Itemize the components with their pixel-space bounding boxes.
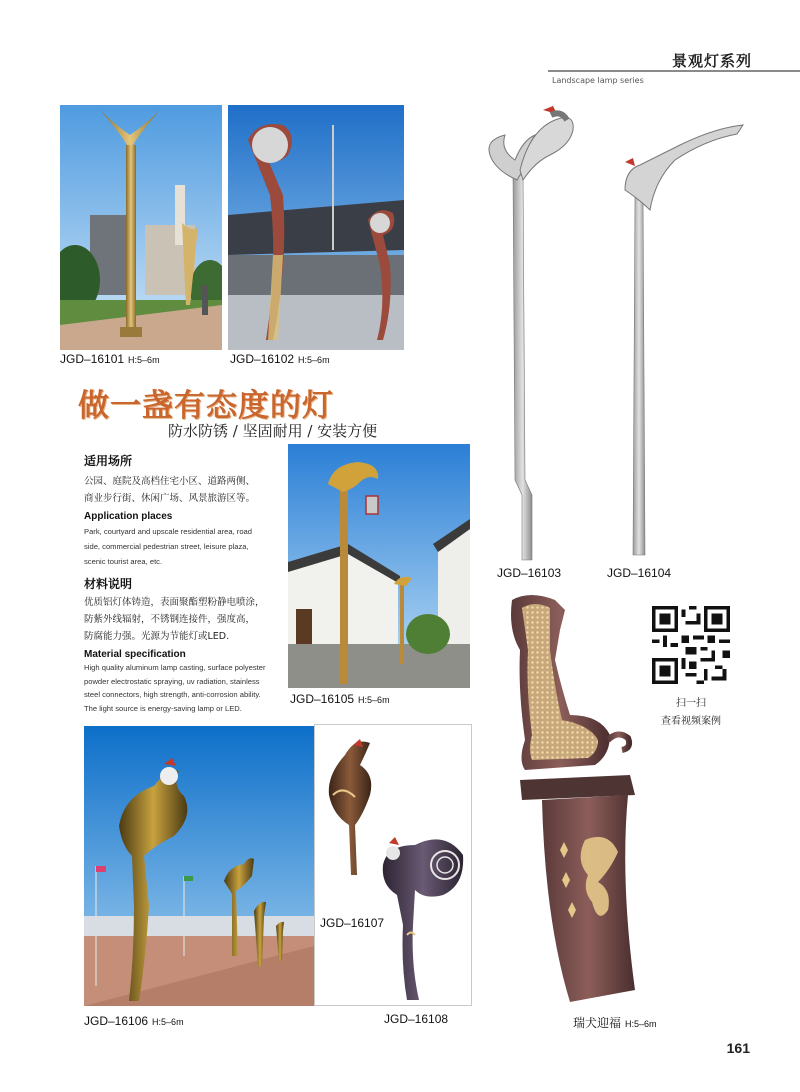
material-title-zh: 材料说明: [84, 577, 133, 591]
material-lines-en: [84, 661, 294, 715]
drawing-jgd-16107-16108: [314, 724, 472, 1006]
slogan-headline: 做一盏有态度的灯: [78, 388, 334, 424]
application-lines-en: [84, 524, 294, 569]
photo-jgd-16102: [228, 105, 404, 350]
material-zh-line: 优质铝灯体铸造，表面聚酯塑粉静电喷涂，: [84, 597, 265, 608]
application-title-en: Application places: [84, 511, 173, 522]
drawing-jgd-16103-16104: [475, 100, 755, 565]
application-en-line: Park, courtyard and upscale residential area, road: [84, 527, 253, 536]
caption-jgd-16107: JGD–16107: [320, 916, 385, 930]
material-title-en: Material specification: [84, 649, 186, 660]
section-title: 景观灯系列: [671, 52, 752, 70]
qr-caption-line-1: 扫一扫: [676, 698, 706, 709]
material-zh-line: 防腐能力强。光源为节能灯或LED.: [84, 631, 230, 642]
material-zh-line: 防紫外线辐射，不锈钢连接件，强度高，: [84, 614, 256, 625]
spec-text-block: [84, 452, 294, 715]
material-en-line: powder electrostatic spraying, uv radiation, stainless: [84, 676, 260, 686]
rendering-ruiquan-yingfu: [500, 590, 660, 1010]
application-zh-line: 公园、庭院及高档住宅小区、道路两侧、: [84, 476, 256, 487]
caption-jgd-16102: JGD–16102 H:5–6m: [230, 352, 330, 366]
caption-jgd-16101: JGD–16101 H:5–6m: [60, 352, 160, 366]
section-subtitle: Landscape lamp series: [552, 76, 644, 85]
application-en-line: scenic tourist area, etc.: [84, 557, 163, 566]
application-lines-zh: [84, 473, 294, 507]
caption-ruiquan-yingfu: 瑞犬迎福 H:5–6m: [573, 1016, 657, 1030]
caption-jgd-16103: JGD–16103: [497, 566, 562, 580]
caption-jgd-16108: JGD–16108: [384, 1012, 449, 1026]
material-en-line: steel connectors, high strength, anti-corrosion ability.: [84, 690, 261, 699]
application-en-line: side, commercial pedestrian street, leisure plaza,: [84, 542, 249, 551]
tagline: 防水防锈 / 坚固耐用 / 安装方便: [168, 422, 378, 440]
caption-jgd-16104: JGD–16104: [607, 566, 672, 580]
application-title-zh: 适用场所: [84, 454, 133, 468]
photo-jgd-16105: [288, 444, 470, 688]
qr-caption-line-2: 查看视频案例: [661, 716, 721, 727]
material-en-line: The light source is energy-saving lamp or LED.: [84, 703, 242, 713]
photo-jgd-16101: [60, 105, 222, 350]
material-en-line: High quality aluminum lamp casting, surface polyester: [84, 663, 266, 672]
page-number: 161: [726, 1040, 750, 1056]
caption-jgd-16105: JGD–16105 H:5–6m: [290, 692, 390, 706]
caption-jgd-16106: JGD–16106 H:5–6m: [84, 1014, 184, 1028]
photo-jgd-16106: [84, 726, 314, 1006]
qr-code[interactable]: [652, 606, 730, 684]
application-zh-line: 商业步行街、休闲广场、风景旅游区等。: [84, 493, 256, 504]
header-rule: [548, 70, 800, 72]
material-lines-zh: [84, 594, 294, 645]
